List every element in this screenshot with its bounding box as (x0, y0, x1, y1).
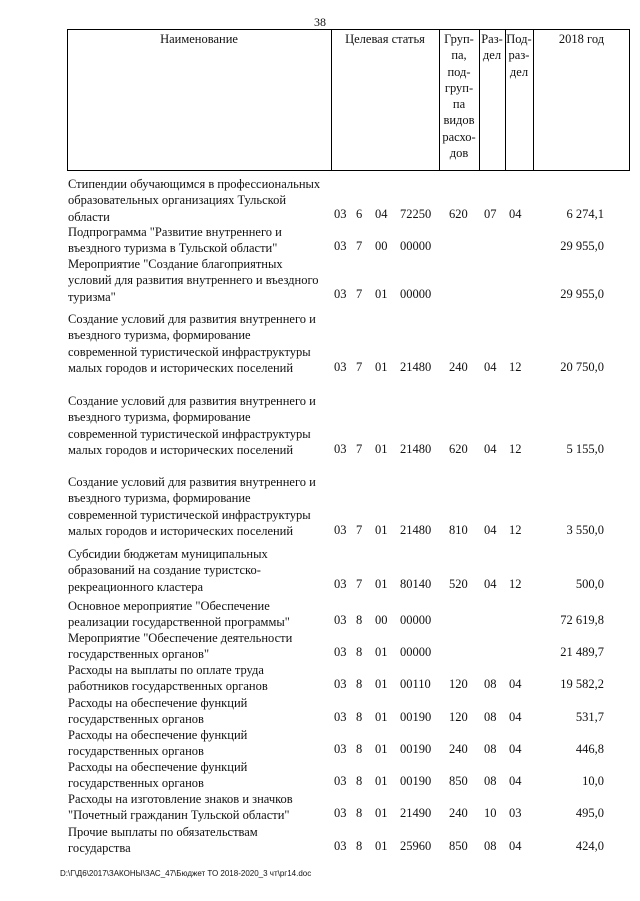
row-c: 01 (375, 742, 388, 756)
header-section: Раз- дел (481, 32, 503, 63)
row-d: 25960 (400, 839, 432, 853)
row-c: 01 (375, 677, 388, 691)
row-amount: 21 489,7 (560, 645, 604, 659)
row-name: Основное мероприятие "Обеспечение реализации государственной программы" (68, 599, 290, 630)
row-name: Расходы на обеспечение функций государственных органов (68, 696, 248, 727)
table-row (0, 662, 640, 692)
header-divider (533, 29, 534, 171)
row-d: 21480 (400, 442, 432, 456)
row-c: 00 (375, 239, 388, 253)
row-sub: 04 (509, 774, 522, 788)
row-a: 03 (334, 239, 347, 253)
row-sec: 10 (484, 806, 497, 820)
row-b: 7 (356, 360, 363, 374)
row-d: 72250 (400, 207, 432, 221)
header-year: 2018 год (558, 32, 605, 46)
row-c: 01 (375, 710, 388, 724)
row-c: 01 (375, 774, 388, 788)
row-sec: 04 (484, 442, 497, 456)
row-name: Мероприятие "Обеспечение деятельности государственных органов" (68, 631, 293, 662)
row-c: 01 (375, 577, 388, 591)
row-a: 03 (334, 742, 347, 756)
row-d: 80140 (400, 577, 432, 591)
row-amount: 3 550,0 (566, 523, 604, 537)
row-sub: 04 (509, 710, 522, 724)
table-row (0, 695, 640, 725)
row-d: 00000 (400, 645, 432, 659)
row-d: 00190 (400, 742, 432, 756)
row-amount: 5 155,0 (566, 442, 604, 456)
row-b: 8 (356, 710, 363, 724)
row-sub: 04 (509, 839, 522, 853)
header-name: Наименование (160, 32, 238, 46)
row-name: Создание условий для развития внутреннего и въездного туризма, формирование современной туристической инфраструктуры малых городов и исторических поселений (68, 475, 316, 538)
row-c: 01 (375, 645, 388, 659)
row-amount: 531,7 (575, 710, 604, 724)
row-a: 03 (334, 677, 347, 691)
row-sec: 04 (484, 577, 497, 591)
row-grp: 620 (449, 207, 468, 221)
row-b: 7 (356, 442, 363, 456)
row-b: 8 (356, 742, 363, 756)
header-target: Целевая статья (345, 32, 425, 46)
row-a: 03 (334, 806, 347, 820)
row-a: 03 (334, 442, 347, 456)
row-name: Подпрограмма "Развитие внутреннего и въездного туризма в Тульской области" (68, 225, 282, 256)
header-frame (67, 29, 630, 171)
row-b: 7 (356, 523, 363, 537)
row-d: 00190 (400, 774, 432, 788)
row-name: Мероприятие "Создание благоприятных условий для развития внутреннего и въездного туризма" (68, 257, 319, 304)
table-row (0, 546, 640, 592)
row-grp: 240 (449, 806, 468, 820)
row-c: 01 (375, 442, 388, 456)
row-c: 01 (375, 839, 388, 853)
row-name: Расходы на обеспечение функций государственных органов (68, 760, 248, 791)
row-a: 03 (334, 710, 347, 724)
row-d: 00000 (400, 239, 432, 253)
row-b: 8 (356, 774, 363, 788)
row-name: Стипендии обучающимся в профессиональных образовательных организациях Тульской области (68, 177, 321, 224)
row-sub: 12 (509, 360, 522, 374)
table-row (0, 630, 640, 660)
row-name: Создание условий для развития внутреннего и въездного туризма, формирование современной туристической инфраструктуры малых городов и исторических поселений (68, 312, 316, 375)
row-sub: 03 (509, 806, 522, 820)
row-amount: 424,0 (575, 839, 604, 853)
table-row (0, 256, 640, 302)
row-grp: 850 (449, 839, 468, 853)
row-c: 04 (375, 207, 388, 221)
table-row (0, 824, 640, 854)
row-b: 8 (356, 839, 363, 853)
row-name: Расходы на изготовление знаков и значков "Почетный гражданин Тульской области" (68, 792, 293, 823)
table-row (0, 791, 640, 821)
row-grp: 620 (449, 442, 468, 456)
row-amount: 446,8 (575, 742, 604, 756)
row-amount: 29 955,0 (560, 287, 604, 301)
row-amount: 6 274,1 (566, 207, 604, 221)
row-name: Субсидии бюджетам муниципальных образований на создание туристско- рекреационного кластера (68, 547, 268, 594)
row-grp: 120 (449, 677, 468, 691)
row-grp: 240 (449, 360, 468, 374)
row-sub: 12 (509, 523, 522, 537)
row-a: 03 (334, 207, 347, 221)
table-row (0, 393, 640, 457)
row-sec: 08 (484, 742, 497, 756)
row-sec: 04 (484, 360, 497, 374)
page-number: 38 (314, 15, 326, 29)
row-b: 8 (356, 645, 363, 659)
row-name: Создание условий для развития внутреннего и въездного туризма, формирование современной туристической инфраструктуры малых городов и исторических поселений (68, 394, 316, 457)
row-name: Прочие выплаты по обязательствам государства (68, 825, 258, 856)
row-amount: 10,0 (582, 774, 604, 788)
row-grp: 120 (449, 710, 468, 724)
header-divider (331, 29, 332, 171)
table-row (0, 759, 640, 789)
row-amount: 29 955,0 (560, 239, 604, 253)
row-b: 8 (356, 677, 363, 691)
row-a: 03 (334, 774, 347, 788)
row-grp: 850 (449, 774, 468, 788)
row-a: 03 (334, 287, 347, 301)
row-d: 00110 (400, 677, 431, 691)
row-c: 01 (375, 806, 388, 820)
table-row (0, 598, 640, 628)
row-d: 00000 (400, 287, 432, 301)
row-a: 03 (334, 577, 347, 591)
row-sec: 08 (484, 839, 497, 853)
row-d: 00000 (400, 613, 432, 627)
row-grp: 810 (449, 523, 468, 537)
row-name: Расходы на выплаты по оплате труда работников государственных органов (68, 663, 268, 694)
row-b: 6 (356, 207, 363, 221)
row-b: 8 (356, 806, 363, 820)
row-a: 03 (334, 839, 347, 853)
row-sub: 04 (509, 677, 522, 691)
row-a: 03 (334, 360, 347, 374)
row-sub: 04 (509, 207, 522, 221)
row-b: 7 (356, 287, 363, 301)
row-a: 03 (334, 645, 347, 659)
row-sec: 08 (484, 710, 497, 724)
row-sub: 04 (509, 742, 522, 756)
row-sec: 08 (484, 774, 497, 788)
row-c: 01 (375, 523, 388, 537)
table-row (0, 224, 640, 254)
row-name: Расходы на обеспечение функций государственных органов (68, 728, 248, 759)
row-b: 7 (356, 239, 363, 253)
table-row (0, 311, 640, 375)
row-c: 00 (375, 613, 388, 627)
file-path: D:\Г\Д6\2017\ЗАКОНЫ\ЗАС_47\Бюджет ТО 2018-2020_3 чт\рг14.doc (60, 869, 312, 878)
row-amount: 19 582,2 (560, 677, 604, 691)
row-sec: 08 (484, 677, 497, 691)
row-amount: 495,0 (575, 806, 604, 820)
row-b: 7 (356, 577, 363, 591)
row-a: 03 (334, 613, 347, 627)
row-grp: 520 (449, 577, 468, 591)
row-b: 8 (356, 613, 363, 627)
row-d: 21480 (400, 523, 432, 537)
row-c: 01 (375, 360, 388, 374)
header-subsection: Под- раз- дел (506, 32, 532, 79)
row-amount: 72 619,8 (560, 613, 604, 627)
header-group: Груп- па, под- груп- па видов расхо- дов (442, 32, 476, 161)
row-d: 00190 (400, 710, 432, 724)
row-sub: 12 (509, 442, 522, 456)
row-grp: 240 (449, 742, 468, 756)
row-amount: 20 750,0 (560, 360, 604, 374)
row-sec: 07 (484, 207, 497, 221)
row-sub: 12 (509, 577, 522, 591)
row-d: 21480 (400, 360, 432, 374)
table-row (0, 176, 640, 222)
table-header (67, 29, 630, 171)
row-a: 03 (334, 523, 347, 537)
row-sec: 04 (484, 523, 497, 537)
row-c: 01 (375, 287, 388, 301)
table-row (0, 727, 640, 757)
row-amount: 500,0 (575, 577, 604, 591)
table-row (0, 474, 640, 538)
row-d: 21490 (400, 806, 432, 820)
